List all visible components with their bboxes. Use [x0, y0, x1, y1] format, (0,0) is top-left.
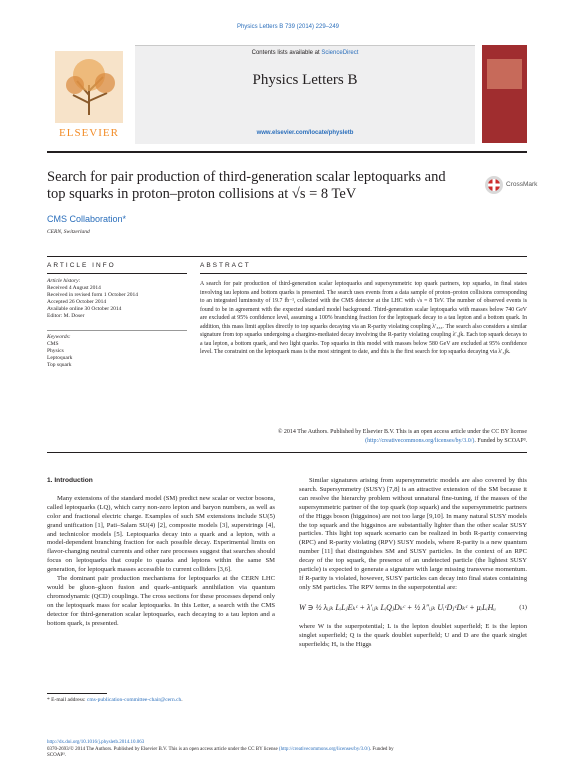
keywords-rule — [47, 330, 187, 331]
article-title: Search for pair production of third-generation scalar leptoquarks and top squarks in proton–proton collisions at √s = 8 TeV — [47, 169, 446, 202]
author-link[interactable]: CMS Collaboration — [47, 214, 123, 224]
keyword: CMS — [47, 341, 59, 347]
paragraph: Similar signatures arising from supersymmetric models are also covered by this search. Supersymmetry (SUSY) [7,8] is an attractive extension of the SM because it can resolve the hierarchy problem without unnatural fine-tuning, if the masses of the supersymmetric partner of the top quark (top squark) and the supersymmetric partners of the Higgs boson (higgsinos) are not too large [9,10]. In many natural SUSY models the top squark and the higgsinos are substantially lighter than the other scalar SUSY particles. This light top squark scenario can be realized in both R-parity conserving (RPC) and R-parity violating (RPV) SUSY models, where R-parity is a new quantum number [11] that distinguishes SM and SUSY particles. In the context of an RPC decay of the top squark, the presence of an undetected particle (the lightest SUSY particle) is expected to generate a signature with large missing transverse momentum. If R-parity is violated, however, SUSY particles can decay into final states containing only SM particles. The RPV terms in the superpotential are: — [299, 477, 527, 591]
section-heading: 1. Introduction — [47, 477, 93, 484]
copyright-line: 0370-2693/© 2014 The Authors. Published by Elsevier B.V. This is an open access article under the CC BY license (http://creativecommons.org/licenses/by/3.0/). Funded by — [47, 746, 394, 752]
abstract-bottom-rule — [47, 452, 527, 453]
cover-graphic — [487, 59, 522, 89]
footnote: * E-mail address: cms-publication-committee-chair@cern.ch. — [47, 697, 183, 703]
email-link[interactable]: cms-publication-committee-chair@cern.ch — [86, 697, 182, 703]
elsevier-logo[interactable] — [47, 45, 131, 143]
crossmark-icon — [484, 175, 504, 195]
history-item: Available online 30 October 2014 — [47, 306, 122, 312]
license-link[interactable]: (http://creativecommons.org/licenses/by/3.0/) — [365, 438, 475, 444]
journal-reference[interactable]: Physics Letters B 739 (2014) 229–249 — [236, 24, 340, 30]
paragraph: Many extensions of the standard model (SM) predict new scalar or vector bosons, called leptoquarks (LQ), which carry non-zero lepton and baryon numbers, as well as color and fractional electric charge. Examples of such SM extensions include SU(5) grand unification [1], Pati–Salam SU(4) [2], composite models [3], superstrings [4], and technicolor models [5]. Leptoquarks decay into a quark and a lepton, with a model-dependent branching fraction for each possible decay. Experimental limits on flavor-changing neutral currents and other rare processes suggest that searches should focus on leptoquarks that couple to quarks and leptons within the same SM generation, for leptoquark masses accessible to current colliders [3,6]. — [47, 494, 275, 574]
paragraph: The dominant pair production mechanisms for leptoquarks at the CERN LHC would be gluon–gluon fusion and quark–antiquark annihilation via quantum chromodynamic (QCD) couplings. The cross sections for these processes depend only on the leptoquark mass for scalar leptoquarks. In this Letter, a search with the CMS detector for third-generation scalar leptoquarks, each decaying to a tau lepton and a bottom quark, is presented. — [47, 575, 275, 627]
affiliation: CERN, Switzerland — [47, 229, 90, 235]
history-item: Received 4 August 2014 — [47, 285, 101, 291]
info-top-rule — [47, 256, 527, 257]
page-footer — [47, 740, 527, 760]
journal-cover-image — [482, 45, 527, 143]
license-statement: © 2014 The Authors. Published by Elsevier B.V. This is an open access article under the CC BY license (http://creativecommons.org/licenses/by/3.0/). Funded by SCOAP³. — [277, 429, 527, 444]
masthead — [47, 45, 527, 149]
journal-homepage-link[interactable]: www.elsevier.com/locate/physletb — [256, 130, 354, 136]
history-item: Received in revised form 1 October 2014 — [47, 292, 139, 298]
author-footnote-mark[interactable]: * — [122, 214, 127, 224]
abstract-text: A search for pair production of third-generation scalar leptoquarks and supersymmetric top quark partners, top squarks, in final states involving tau leptons and bottom quarks is presented. The search uses events from a data sample of proton–proton collisions corresponding to an integrated luminosity of 19.7 fb⁻¹, collected with the CMS detector at the LHC with √s = 8 TeV. The number of observed events is found to be in agreement with the expected standard model background. Third-generation scalar leptoquarks with masses below 740 GeV are excluded at 95% confidence level, assuming a 100% branching fraction for the leptoquark decay to a tau lepton and a bottom quark. In addition, this mass limit applies directly to top squarks decaying via an R-parity violating coupling λ′₃₃₃. The search also considers a similar signature from top squarks undergoing a chargino-mediated decay involving the R-parity violating coupling λ′₃jk. Each top squark decays to a tau lepton, a bottom quark, and two light quarks. Top squarks in this model with masses below 580 GeV are excluded at 95% confidence level. The constraint on the leptoquark mass is the most stringent to date, and this is the first search for top squarks decaying via λ′₃jk. — [200, 281, 527, 355]
right-column — [299, 477, 527, 650]
abstract-rule — [200, 273, 527, 274]
article-history — [47, 278, 187, 320]
footnote-rule — [47, 693, 107, 694]
equation-number: (1) — [519, 603, 527, 611]
publisher-name: ELSEVIER — [59, 127, 119, 139]
keywords — [47, 334, 187, 369]
history-label: Article history: — [47, 278, 81, 284]
funding-line: SCOAP³. — [47, 753, 66, 758]
author-line — [47, 214, 126, 224]
equation-block — [299, 597, 527, 623]
contents-line: Contents lists available at ScienceDirect — [251, 50, 359, 56]
paragraph: where W is the superpotential; L is the lepton doublet superfield; E is the lepton singlet superfield; Q is the quark doublet superfield; U and D are the quark singlet superfields; Hᵤ is the Higgs — [299, 622, 527, 648]
abstract-heading: ABSTRACT — [200, 262, 251, 269]
header-divider — [47, 151, 527, 153]
keyword: Leptoquark — [47, 355, 73, 361]
info-rule — [47, 273, 187, 274]
crossmark-label: CrossMark — [506, 181, 538, 188]
crossmark-badge[interactable] — [484, 175, 544, 195]
footer-license-link[interactable]: (http://creativecommons.org/licenses/by/3.0/) — [278, 746, 370, 752]
left-column — [47, 477, 275, 629]
equation: W ∋ ½ λᵢⱼₖ LᵢLⱼEₖᶜ + λ′ᵢⱼₖ LᵢQⱼDₖᶜ + ½ λ″ᵢⱼₖ UᵢᶜDⱼᶜDₖᶜ + μᵢLᵢHᵤ — [299, 602, 496, 612]
keyword: Top squark — [47, 362, 72, 368]
doi-link[interactable]: http://dx.doi.org/10.1016/j.physletb.2014.10.063 — [47, 740, 145, 745]
history-item: Editor: M. Doser — [47, 313, 85, 319]
sciencedirect-link[interactable]: ScienceDirect — [321, 50, 359, 56]
journal-title: Physics Letters B — [252, 72, 358, 88]
keyword: Physics — [47, 348, 64, 354]
article-info-heading: ARTICLE INFO — [47, 262, 116, 269]
history-item: Accepted 26 October 2014 — [47, 299, 107, 305]
journal-banner — [135, 45, 475, 144]
keywords-label: Keywords: — [47, 334, 71, 340]
